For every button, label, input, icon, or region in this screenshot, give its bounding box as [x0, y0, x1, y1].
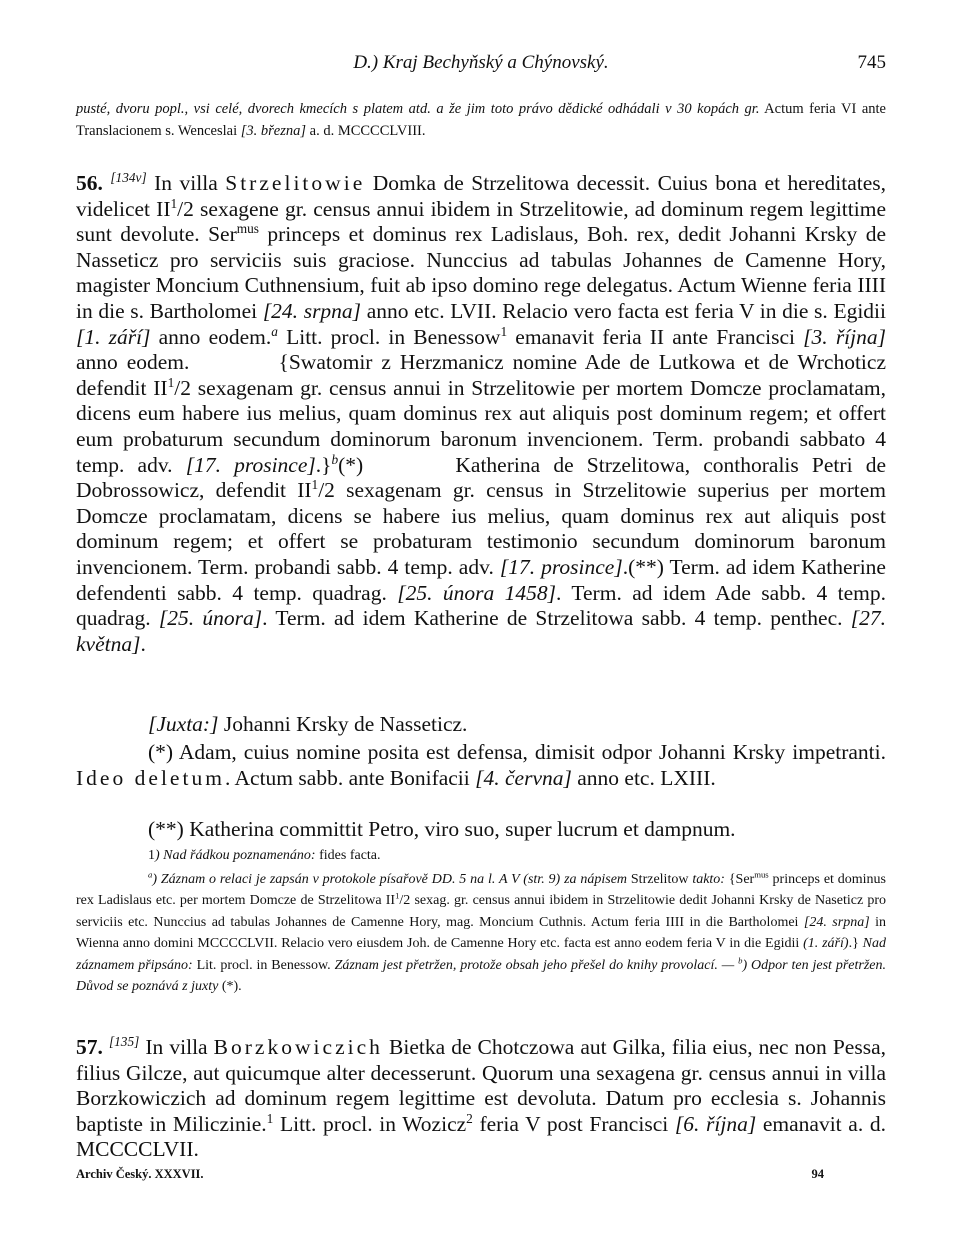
- footnote-a: $^a$) Záznam o relaci je zapsán v protokole písařově DD. 5 na l. A V (str. 9) za nápisem Strzelitow takto: {Ser$^{mus}$ princeps et dominus rex Ladislaus etc. per mortem Domcze de Strzelitowa $II^1/2$ sexag. gr. census annui ibidem in Strzelitowie dedit Johanni Krsky de Naseticz pro serviciis etc. Nunccius ad tabulas Johannes de Camenne Hory, mag. Moncium Cuthnis. Actum feria IIII in die Bartholomei [24. srpna] in Wienna anno domini MCCCCLVII. Relacio vero eiusdem Joh. de Camenne Hory etc. facta est anno eodem feria V in die Egidii (1. září).} Nad záznamem připsáno: Lit. procl. in Benessow. Záznam jest přetržen, protože obsah jeho přešel do knihy provolací. — $^b$) Odpor ten jest přetržen. Důvod se poznává z juxty (*).: [76, 869, 887, 995]
- entry-57-paragraph: 57. [135] In villa Borzkowiczich Bietka de Chotczowa aut Gilka, filia eius, nec non Pessa, filius Gilcze, aut quicumque alter decesserunt. Quorum una sexagena gr. census annui in villa Borzkowiczich ad dominum regem legittime est devoluta. Datum pro ecclesia s. Johannis baptiste in Miliczinie.$^1$ Litt. procl. in Wozicz$^2$ feria V post Francisci [6. října] emanavit a. d. MCCCCLVII.: [76, 1033, 887, 1162]
- entry-56-paragraph: 56. [134v] In villa Strzelitowie Domka de Strzelitowa decessit. Cuius bona et hereditates, videlicet $II^1/2$ sexagene gr. census annui ibidem in Strzelitowie, ad dominum regem legittime sunt devolute. Ser$^{mus}$ princeps et dominus rex Ladislaus, Boh. rex, dedit Johanni Krsky de Nasseticz pro serviciis suis graciose. Nunccius ad tabulas Johannes de Camenne Hory, magister Moncium Cuthnensium, fuit ab ipso domino rege delegatus. Actum Wienne feria IIII in die s. Bartholomei [24. srpna] anno etc. LVII. Relacio vero facta est feria V in die s. Egidii [1. září] anno eodem.$^a$ Litt. procl. in Benessow$^1$ emanavit feria II ante Francisci [3. října] anno eodem. {Swatomir z Herzmanicz nomine Ade de Lutkowa et de Wrchoticz defendit $II^1/2$ sexagenam gr. census annui in Strzelitowie per mortem Domcze proclamatam, dicens eum habere ius melius, quam dominus rex aut aliquis post dominum regem; et offert eum probaturum secundum dominorum baronum invencionem. Term. probandi sabbato 4 temp. adv. [17. prosince].}$^b$(*) Katherina de Strzelitowa, conthoralis Petri de Dobrossowicz, defendit $II^1/2$ sexagenam gr. census in Strzelitowie superius per mortem Domcze proclamatam, dicens se habere ius melius, quam dominus rex aut aliquis post dominum regem; et offert se probaturam testimonio secundum dominorum baronum invencionem. Term. probandi sabb. 4 temp. adv. [17. prosince].(**) Term. ad idem Katherine defendenti sabb. 4 temp. quadrag. [25. února 1458]. Term. ad idem Ade sabb. 4 temp. quadrag. [25. února]. Term. ad idem Katherine de Strzelitowa sabb. 4 temp. penthec. [27. května].: [76, 169, 892, 656]
- running-title: D.) Kraj Bechyňský a Chýnovský.: [353, 52, 609, 73]
- footer-sheet-number: 94: [811, 1167, 824, 1181]
- entry-number: 56.: [76, 171, 103, 195]
- page-header: [76, 52, 886, 78]
- folio-mark: [134v]: [110, 169, 147, 185]
- juxta-line: [Juxta:] Johanni Krsky de Nasseticz.: [148, 712, 468, 736]
- note-marker: a: [271, 323, 278, 339]
- folio-mark: [135]: [108, 1033, 140, 1049]
- page-number: 745: [857, 52, 886, 73]
- entry-number: 57.: [76, 1035, 103, 1059]
- place-name: Borzkowiczich: [213, 1035, 383, 1059]
- footnote-marker: 1: [500, 323, 508, 339]
- annotation-star-1: (*) Adam, cuius nomine posita est defensa, dimisit odpor Johanni Krsky impetranti. Ideo deletum. Actum sabb. ante Bonifacii [4. června] anno etc. LXIII.: [76, 740, 886, 790]
- annotation-star-2: (**) Katherina committit Petro, viro suo, super lucrum et dampnum.: [148, 817, 736, 841]
- place-name: Strzelitowie: [225, 171, 366, 195]
- footer-journal: Archiv Český. XXXVII.: [76, 1167, 204, 1181]
- footnote-1: 1) Nad řádkou poznamenáno: fides facta.: [148, 848, 381, 863]
- carry-over-paragraph: pusté, dvoru popl., vsi celé, dvorech kmecích s platem atd. a že jim toto právo dědické odhádali v 30 kopách gr. Actum feria VI ante Translacionem s. Wenceslai [3. března] a. d. MCCCCLVIII.: [76, 101, 886, 139]
- note-marker: b: [331, 451, 339, 467]
